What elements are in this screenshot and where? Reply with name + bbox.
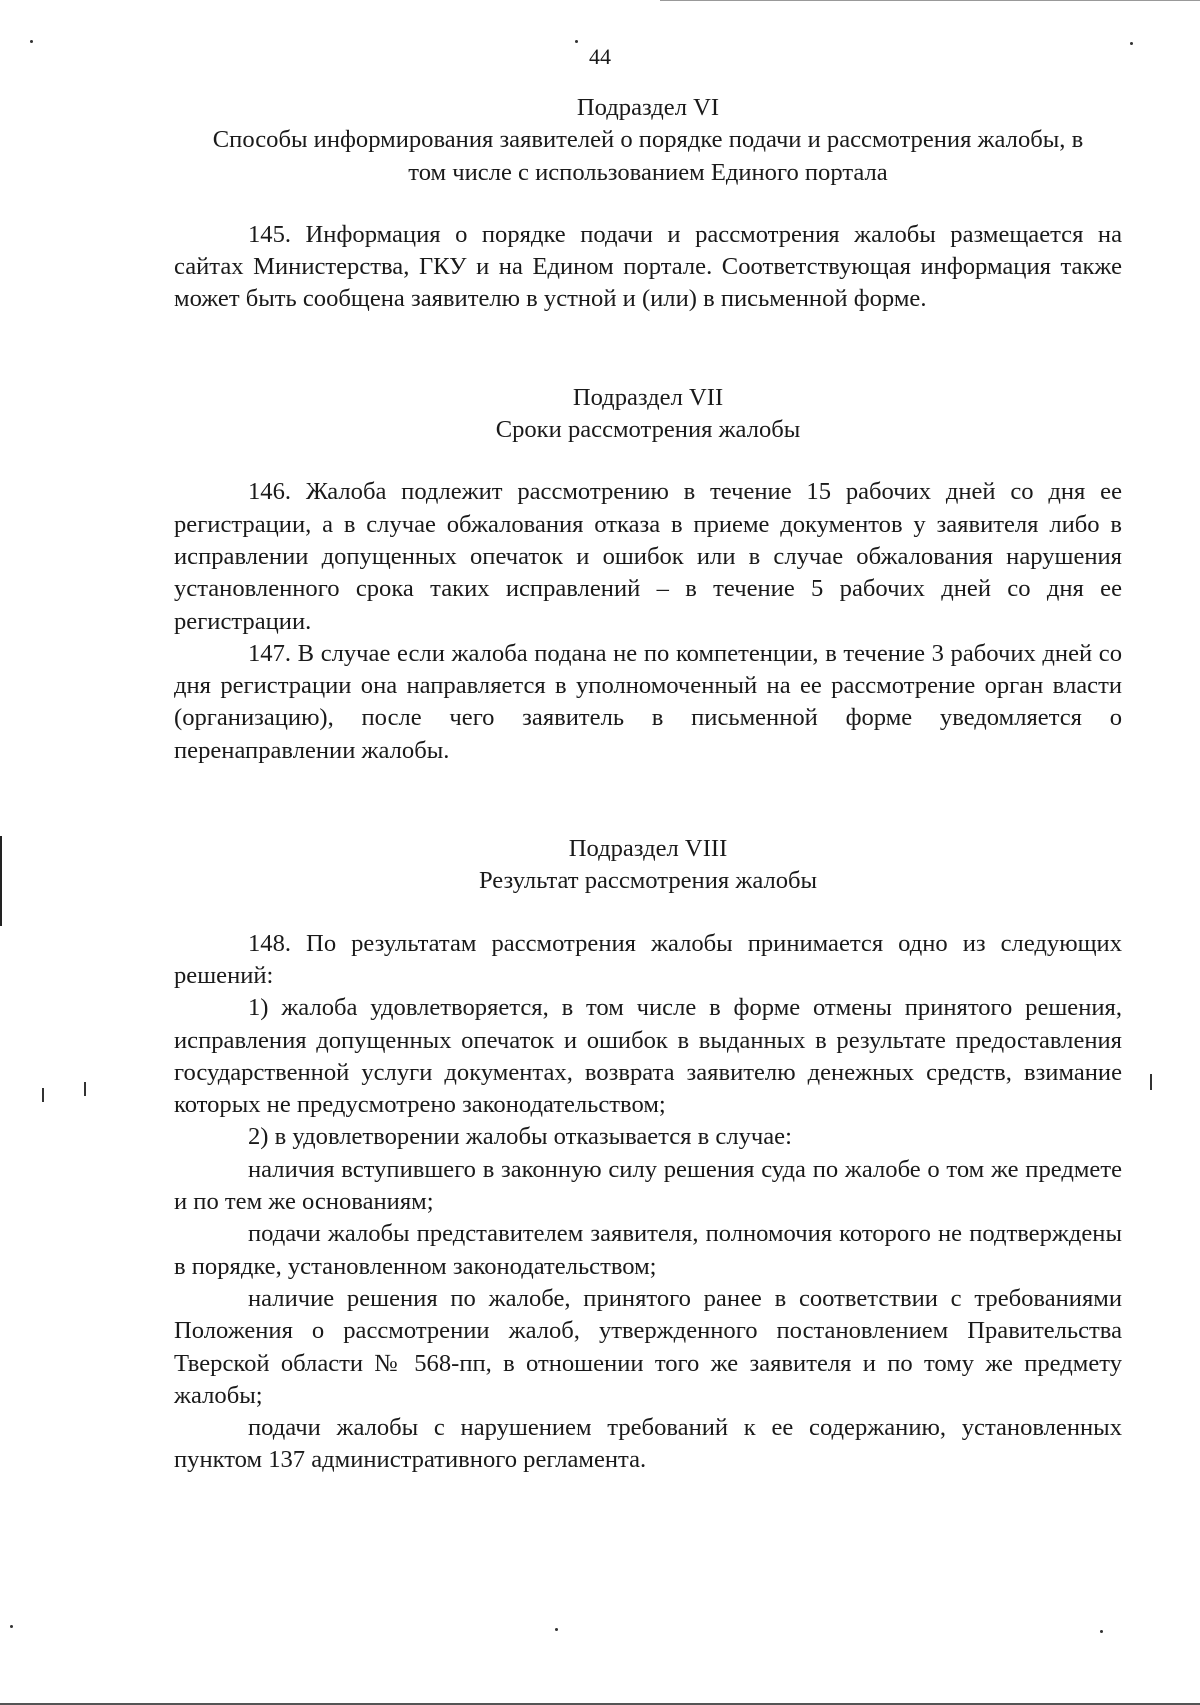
paragraph-148: 148. По результатам рассмотрения жалобы принимается одно из следующих решений: [174, 929, 1122, 989]
scan-edge-mark [660, 0, 1200, 1]
scan-speck [1130, 42, 1133, 45]
section-label: Подраздел VI [576, 94, 720, 121]
scan-speck [30, 40, 33, 43]
refusal-ground-3: наличие решения по жалобе, принятого ранее в соответствии с требованиями Положения о рассмотрении жалоб, утвержденного постановлением Правительства Тверской области № 568-пп, в отношении того же заявителя и по тому же предмету жалобы; [174, 1284, 1122, 1409]
refusal-ground-2: подачи жалобы представителем заявителя, полномочия которого не подтверждены в порядке, установленном законодательством; [174, 1220, 1122, 1280]
paragraph-145: 145. Информация о порядке подачи и рассмотрения жалобы размещается на сайтах Министерства, ГКУ и на Едином портале. Соответствующая информация также может быть сообщена заявителю в устной и (или) в письменной форме. [174, 220, 1122, 313]
list-item-decision-2: 2) в удовлетворении жалобы отказывается в случае: [248, 1123, 792, 1151]
scan-speck [1100, 1630, 1103, 1633]
scan-speck [10, 1625, 13, 1628]
paragraph-146: 146. Жалоба подлежит рассмотрению в течение 15 рабочих дней со дня ее регистрации, а в случае обжалования отказа в приеме документов у заявителя либо в исправлении допущенных опечаток и ошибок или в случае обжалования нарушения установленного срока таких исправлений – в течение 5 рабочих дней со дня ее регистрации. [174, 478, 1122, 635]
scan-speck [42, 1088, 44, 1102]
section-heading-vii [174, 382, 1122, 447]
page-number: 44 [589, 44, 611, 69]
scan-speck [575, 40, 578, 43]
section-title: Способы информирования заявителей о порядке подачи и рассмотрения жалобы, в том числе с использованием Единого портала [212, 126, 1084, 186]
scan-edge-mark [0, 836, 2, 926]
section-title: Сроки рассмотрения жалобы [495, 416, 801, 444]
section-label: Подраздел VII [572, 383, 724, 411]
section-heading-viii [174, 833, 1122, 898]
list-item-decision-1: 1) жалоба удовлетворяется, в том числе в форме отмены принятого решения, исправления допущенных опечаток и ошибок в выданных в результате предоставления государственной услуги документах, возврата заявителю денежных средств, взимание которых не предусмотрено законодательством; [174, 994, 1122, 1119]
scan-speck [555, 1628, 558, 1631]
section-label: Подраздел VIII [568, 835, 728, 863]
document-body [174, 92, 1122, 1477]
paragraph-147: 147. В случае если жалоба подана не по компетенции, в течение 3 рабочих дней со дня регистрации она направляется в уполномоченный на ее рассмотрение орган власти (организацию), после чего заявитель в письменной форме уведомляется о перенаправлении жалобы. [174, 639, 1122, 764]
scan-speck [84, 1082, 86, 1096]
refusal-ground-4: подачи жалобы с нарушением требований к ее содержанию, установленных пунктом 137 административного регламента. [174, 1414, 1122, 1474]
refusal-ground-1: наличия вступившего в законную силу решения суда по жалобе о том же предмете и по тем же основаниям; [174, 1155, 1122, 1216]
section-title: Результат рассмотрения жалобы [478, 867, 818, 895]
scan-speck [1150, 1074, 1152, 1090]
section-heading-vi [174, 92, 1122, 189]
